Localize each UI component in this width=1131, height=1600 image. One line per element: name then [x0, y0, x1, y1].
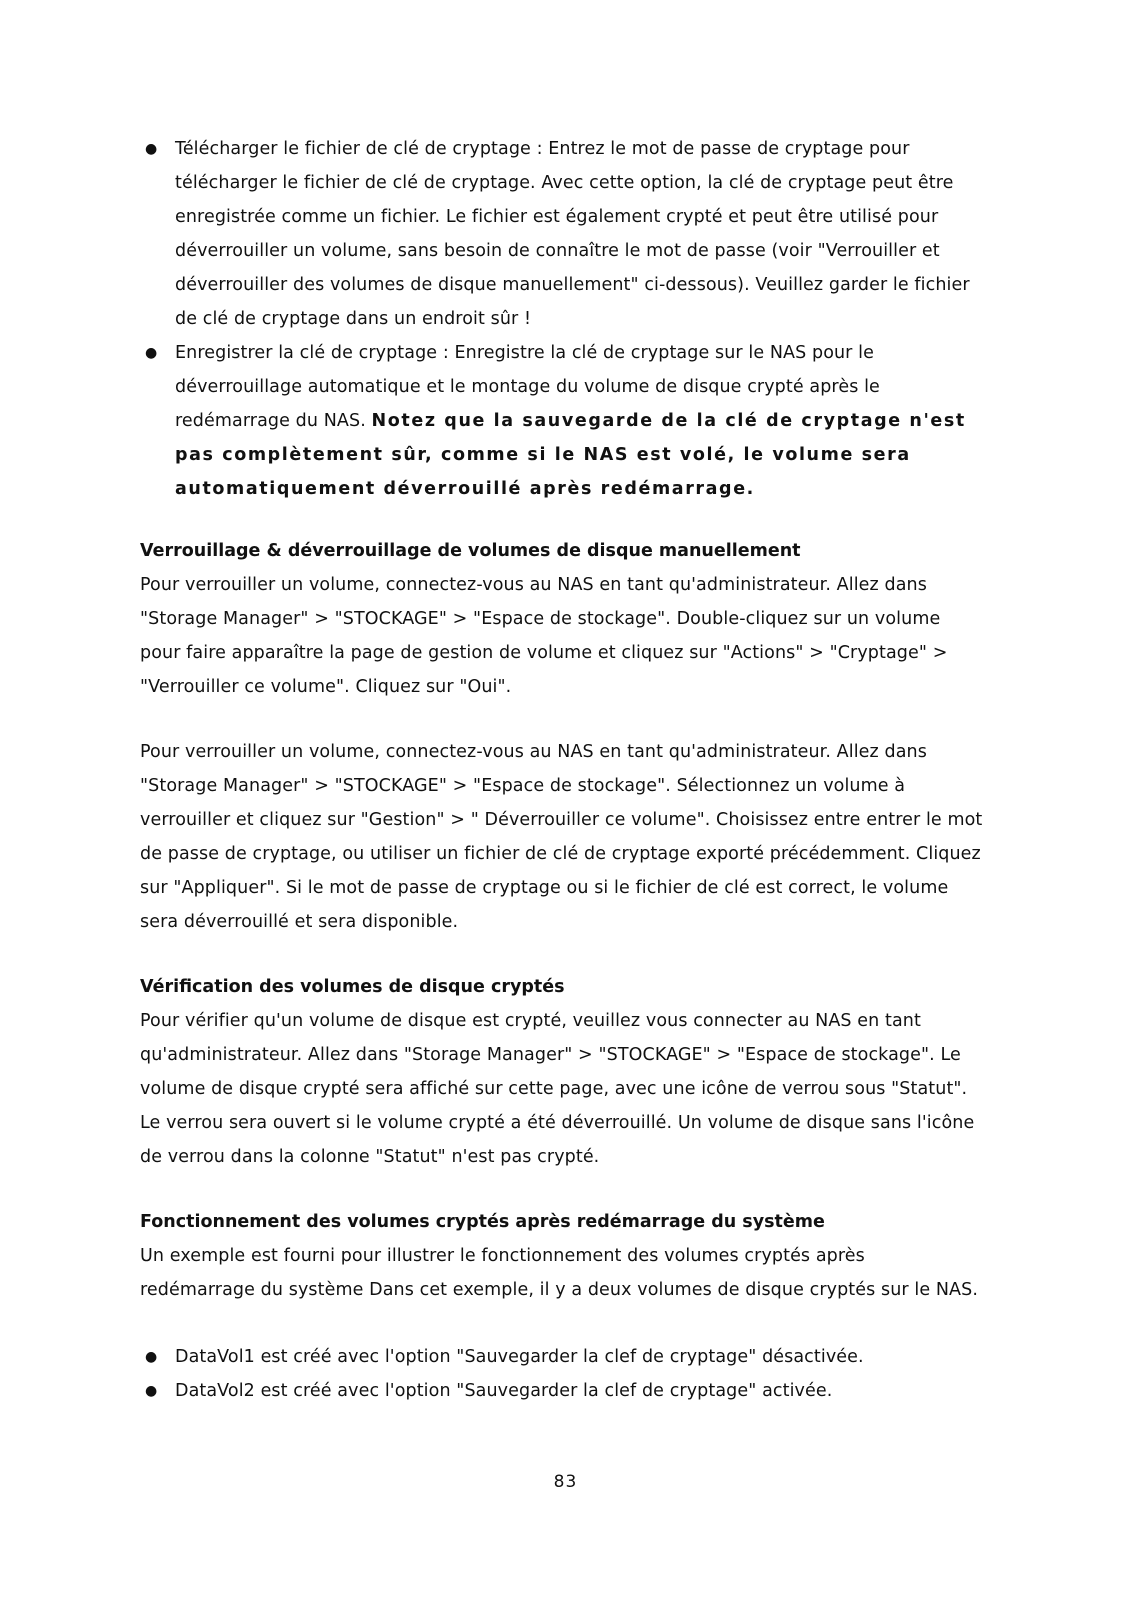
bullet-icon: ● [145, 1349, 158, 1365]
list-item-text: DataVol1 est créé avec l'option "Sauvegarder la clef de cryptage" désactivée. [175, 1347, 864, 1367]
paragraph-verify: Pour vérifier qu'un volume de disque est crypté, veuillez vous connecter au NAS en tant qu'administrateur. Allez dans "Storage Manager" > "STOCKAGE" > "Espace de stockage". Le volume de disque crypté sera affiché sur cette page, avec une icône de verrou sous "Statut". Le verrou sera ouvert si le volume crypté a été déverrouillé. Un volume de disque sans l'icône de verrou dans la colonne "Statut" n'est pas crypté. [140, 1011, 975, 1167]
list-item-text: DataVol2 est créé avec l'option "Sauvegarder la clef de cryptage" activée. [175, 1381, 833, 1401]
volume-example-list [140, 1340, 990, 1408]
paragraph-unlock: Pour verrouiller un volume, connectez-vous au NAS en tant qu'administrateur. Allez dans "Storage Manager" > "STOCKAGE" > "Espace de stockage". Sélectionnez un volume à verrouiller et cliquez sur "Gestion" > " Déverrouiller ce volume". Choisissez entre entrer le mot de passe de cryptage, ou utiliser un fichier de clé de cryptage exporté précédemment. Cliquez sur "Appliquer". Si le mot de passe de cryptage ou si le fichier de clé est correct, le volume sera déverrouillé et sera disponible. [140, 742, 983, 932]
list-item [140, 336, 990, 506]
paragraph-reboot: Un exemple est fourni pour illustrer le fonctionnement des volumes cryptés après redémarrage du système Dans cet exemple, il y a deux volumes de disque cryptés sur le NAS. [140, 1246, 978, 1300]
section-heading-verify: Vérification des volumes de disque cryptés [140, 977, 565, 997]
list-item [140, 1340, 990, 1374]
paragraph-lock: Pour verrouiller un volume, connectez-vous au NAS en tant qu'administrateur. Allez dans "Storage Manager" > "STOCKAGE" > "Espace de stockage". Double-cliquez sur un volume pour faire apparaître la page de gestion de volume et cliquez sur "Actions" > "Cryptage" > "Verrouiller ce volume". Cliquez sur "Oui". [140, 575, 948, 697]
list-item-text: Enregistrer la clé de cryptage : Enregistre la clé de cryptage sur le NAS pour le déverrouillage automatique et le montage du volume de disque crypté après le redémarrage du NAS. [175, 343, 880, 431]
section-heading-lock: Verrouillage & déverrouillage de volumes de disque manuellement [140, 541, 801, 561]
list-item [140, 1374, 990, 1408]
encryption-options-list [140, 132, 990, 506]
bullet-icon: ● [145, 345, 158, 361]
bullet-icon: ● [145, 1383, 158, 1399]
list-item-text: Télécharger le fichier de clé de cryptage : Entrez le mot de passe de cryptage pour télécharger le fichier de clé de cryptage. Avec cette option, la clé de cryptage peut être enregistrée comme un fichier. Le fichier est également crypté et peut être utilisé pour déverrouiller un volume, sans besoin de connaître le mot de passe (voir "Verrouiller et déverrouiller des volumes de disque manuellement" ci-dessous). Veuillez garder le fichier de clé de cryptage dans un endroit sûr ! [175, 139, 970, 329]
section-heading-reboot: Fonctionnement des volumes cryptés après redémarrage du système [140, 1212, 825, 1232]
warning-note: Notez que la sauvegarde de la clé de cryptage n'est pas complètement sûr, comme si le NAS est volé, le volume sera automatiquement déverrouillé après redémarrage. [175, 411, 966, 499]
page-number: 83 [553, 1472, 578, 1492]
list-item [140, 132, 990, 336]
bullet-icon: ● [145, 141, 158, 157]
